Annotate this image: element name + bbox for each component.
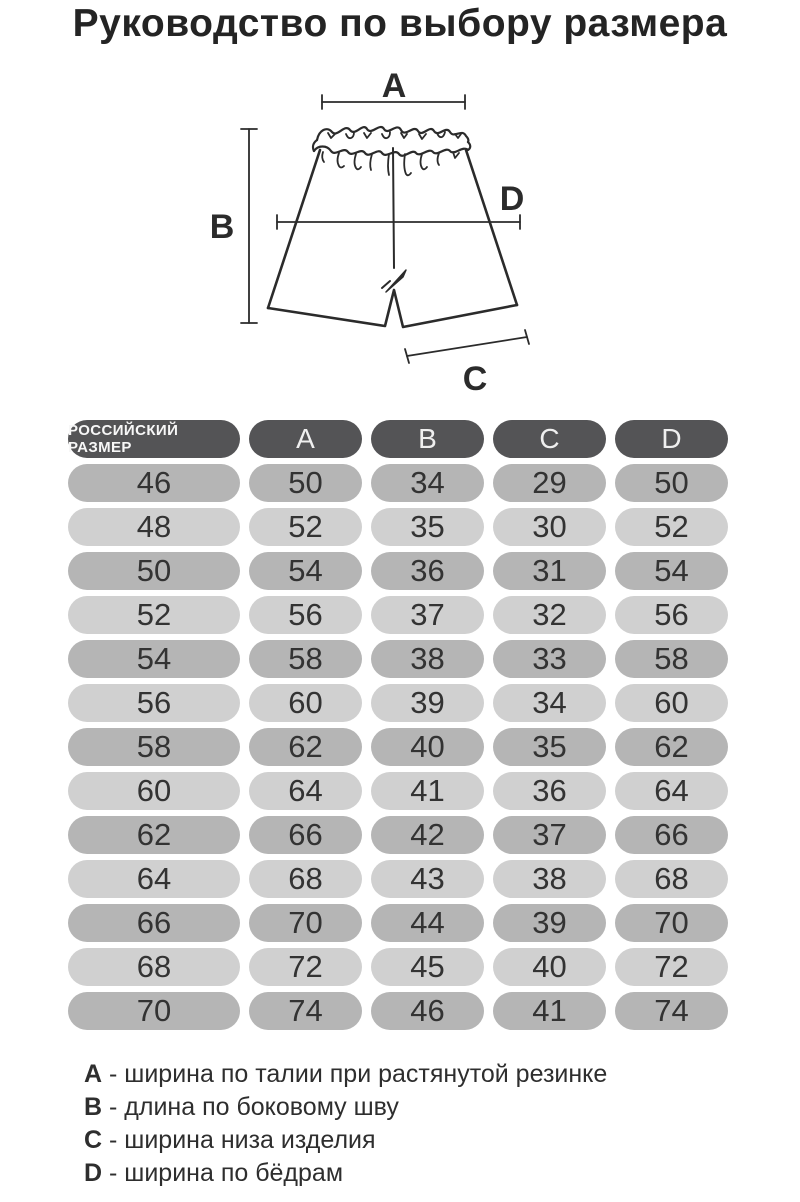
measure-value-pill: 68: [615, 860, 728, 898]
measure-value-pill: 60: [249, 684, 362, 722]
measure-value-pill: 39: [371, 684, 484, 722]
measure-value-pill: 32: [493, 596, 606, 634]
size-value-pill: 68: [68, 948, 240, 986]
measure-value-pill: 31: [493, 552, 606, 590]
measure-value-pill: 64: [249, 772, 362, 810]
legend-key: C: [84, 1126, 103, 1154]
legend-key: A: [84, 1060, 103, 1088]
size-value-pill: 64: [68, 860, 240, 898]
measure-value-pill: 52: [249, 508, 362, 546]
size-value-pill: 62: [68, 816, 240, 854]
measure-value-pill: 72: [615, 948, 728, 986]
measure-value-pill: 74: [249, 992, 362, 1030]
column-header-d: D: [615, 420, 728, 458]
column-header-size: РОССИЙСКИЙ РАЗМЕР: [68, 420, 240, 458]
measure-value-pill: 62: [249, 728, 362, 766]
size-table: [68, 420, 728, 1030]
legend-line-b: [84, 1091, 800, 1124]
measurement-legend: [84, 1058, 800, 1190]
measure-value-pill: 38: [493, 860, 606, 898]
measure-value-pill: 45: [371, 948, 484, 986]
shorts-center-seam: [382, 148, 406, 292]
measure-value-pill: 41: [493, 992, 606, 1030]
size-value-pill: 60: [68, 772, 240, 810]
measure-value-pill: 54: [615, 552, 728, 590]
legend-text: - ширина низа изделия: [102, 1126, 376, 1154]
size-value-pill: 50: [68, 552, 240, 590]
shorts-measurement-diagram: [200, 50, 600, 398]
measure-value-pill: 36: [371, 552, 484, 590]
legend-line-a: [84, 1058, 800, 1091]
measure-value-pill: 42: [371, 816, 484, 854]
measure-value-pill: 66: [249, 816, 362, 854]
legend-text: - ширина по талии при растянутой резинке: [102, 1060, 608, 1088]
measure-value-pill: 34: [371, 464, 484, 502]
measure-value-pill: 43: [371, 860, 484, 898]
legend-key: D: [84, 1159, 103, 1187]
measure-value-pill: 70: [249, 904, 362, 942]
legend-text: - ширина по бёдрам: [102, 1159, 344, 1187]
measure-label-a: A: [381, 67, 407, 105]
page-title: Руководство по выбору размера: [72, 2, 728, 45]
measure-value-pill: 40: [371, 728, 484, 766]
size-value-pill: 54: [68, 640, 240, 678]
measure-value-pill: 60: [615, 684, 728, 722]
measure-value-pill: 34: [493, 684, 606, 722]
shorts-waistband: [313, 127, 470, 156]
measure-value-pill: 62: [615, 728, 728, 766]
measure-line-c: [405, 330, 529, 363]
measure-value-pill: 54: [249, 552, 362, 590]
measure-value-pill: 37: [493, 816, 606, 854]
legend-line-c: [84, 1124, 800, 1157]
measure-value-pill: 46: [371, 992, 484, 1030]
measure-value-pill: 56: [249, 596, 362, 634]
measure-value-pill: 50: [615, 464, 728, 502]
measure-value-pill: 29: [493, 464, 606, 502]
size-value-pill: 56: [68, 684, 240, 722]
waistband-ruffle-strokes: [322, 152, 459, 175]
size-value-pill: 66: [68, 904, 240, 942]
measure-label-c: C: [462, 360, 488, 398]
size-value-pill: 48: [68, 508, 240, 546]
measure-value-pill: 30: [493, 508, 606, 546]
size-value-pill: 52: [68, 596, 240, 634]
measure-value-pill: 58: [249, 640, 362, 678]
measure-value-pill: 56: [615, 596, 728, 634]
measure-label-d: D: [499, 180, 525, 218]
measure-value-pill: 38: [371, 640, 484, 678]
measure-value-pill: 41: [371, 772, 484, 810]
measure-value-pill: 33: [493, 640, 606, 678]
measure-value-pill: 74: [615, 992, 728, 1030]
column-header-c: C: [493, 420, 606, 458]
measure-value-pill: 52: [615, 508, 728, 546]
measure-value-pill: 50: [249, 464, 362, 502]
measure-value-pill: 37: [371, 596, 484, 634]
column-header-b: B: [371, 420, 484, 458]
measure-value-pill: 44: [371, 904, 484, 942]
measure-value-pill: 39: [493, 904, 606, 942]
shorts-diagram-svg: [200, 50, 600, 398]
measure-value-pill: 35: [371, 508, 484, 546]
legend-key: B: [84, 1093, 103, 1121]
measure-label-b: B: [209, 208, 235, 246]
measure-line-b: [241, 129, 257, 323]
column-header-a: A: [249, 420, 362, 458]
measure-value-pill: 72: [249, 948, 362, 986]
legend-text: - длина по боковому шву: [102, 1093, 399, 1121]
measure-value-pill: 68: [249, 860, 362, 898]
measure-value-pill: 70: [615, 904, 728, 942]
measure-line-d: [277, 215, 520, 229]
measure-value-pill: 35: [493, 728, 606, 766]
size-value-pill: 58: [68, 728, 240, 766]
legend-line-d: [84, 1157, 800, 1190]
measure-value-pill: 36: [493, 772, 606, 810]
measure-value-pill: 58: [615, 640, 728, 678]
measure-value-pill: 40: [493, 948, 606, 986]
size-value-pill: 46: [68, 464, 240, 502]
measure-value-pill: 64: [615, 772, 728, 810]
measure-value-pill: 66: [615, 816, 728, 854]
size-value-pill: 70: [68, 992, 240, 1030]
